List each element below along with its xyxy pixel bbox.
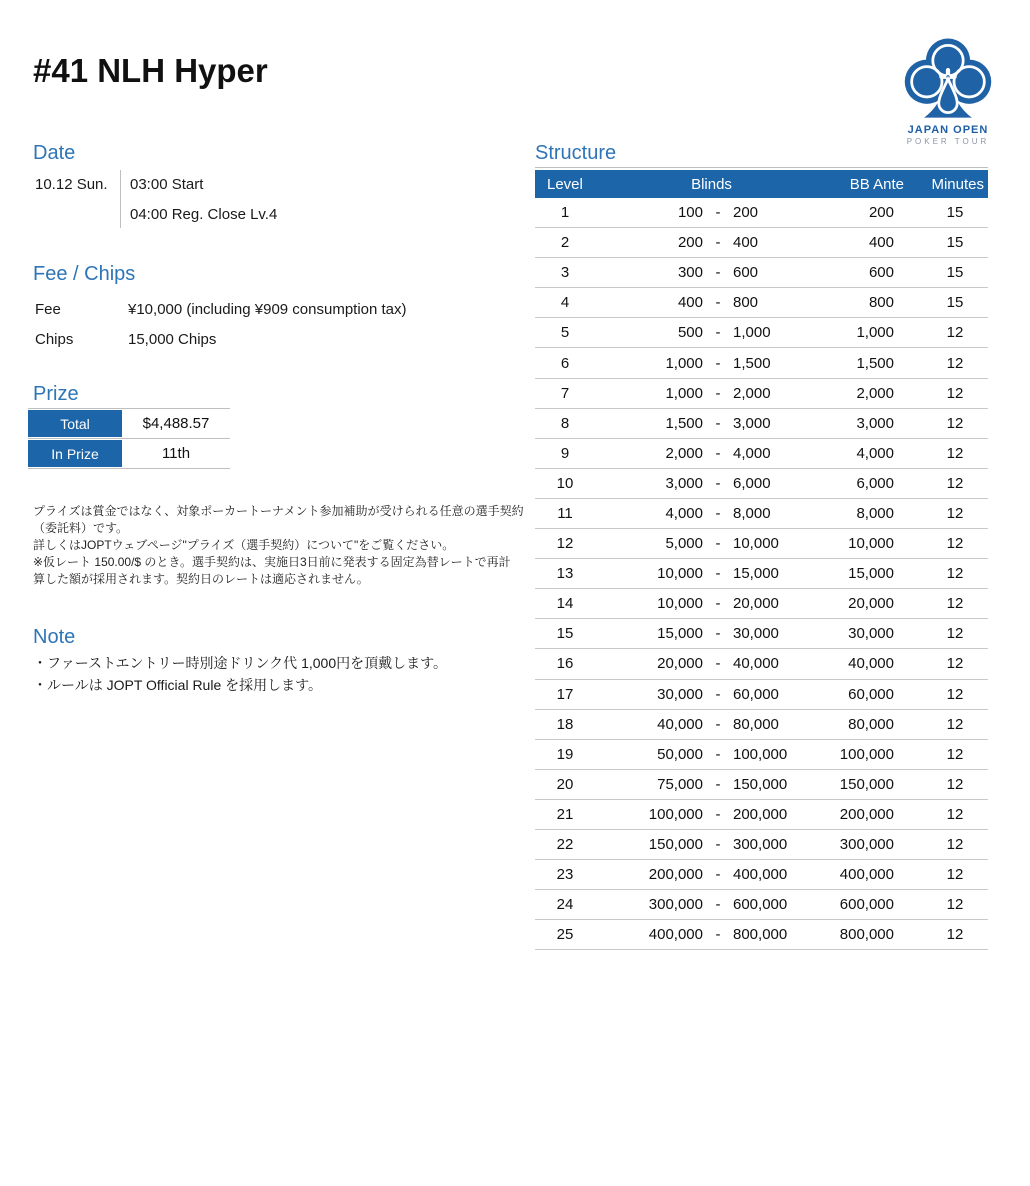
cell-blinds-dash: - (715, 775, 721, 793)
cell-big-blind: 600,000 (733, 896, 788, 914)
cell-level: 14 (556, 595, 574, 613)
cell-minutes: 12 (946, 685, 964, 703)
fee-chips-row-label: Fee (35, 300, 61, 318)
table-row (535, 198, 988, 228)
cell-small-blind: 300,000 (648, 896, 703, 914)
cell-minutes: 12 (946, 384, 964, 402)
date-times (121, 170, 277, 230)
cell-big-blind: 1,000 (733, 324, 771, 342)
cell-minutes: 12 (946, 775, 964, 793)
cell-bb-ante: 30,000 (848, 625, 894, 643)
cell-level: 9 (560, 444, 570, 462)
note-lines (33, 652, 447, 696)
cell-big-blind: 10,000 (733, 535, 779, 553)
prize-row-label: Total (28, 410, 122, 437)
prize-disclaimer-line: 算した額が採用されます。契約日のレートは適応されません。 (33, 572, 369, 586)
cell-level: 20 (556, 775, 574, 793)
table-row (535, 559, 988, 589)
cell-small-blind: 3,000 (665, 474, 703, 492)
cell-bb-ante: 20,000 (848, 595, 894, 613)
cell-level: 10 (556, 474, 574, 492)
structure-table-body (535, 198, 988, 950)
cell-level: 22 (556, 836, 574, 854)
cell-minutes: 12 (946, 324, 964, 342)
cell-blinds-dash: - (715, 805, 721, 823)
cell-blinds-dash: - (715, 294, 721, 312)
cell-small-blind: 75,000 (657, 775, 703, 793)
cell-bb-ante: 15,000 (848, 565, 894, 583)
cell-big-blind: 4,000 (733, 444, 771, 462)
cell-minutes: 15 (946, 264, 964, 282)
cell-bb-ante: 80,000 (848, 715, 894, 733)
cell-level: 24 (556, 896, 574, 914)
cell-level: 1 (560, 204, 570, 222)
cell-big-blind: 15,000 (733, 565, 779, 583)
cell-level: 3 (560, 264, 570, 282)
cell-bb-ante: 8,000 (856, 504, 894, 522)
cell-level: 7 (560, 384, 570, 402)
cell-bb-ante: 150,000 (839, 775, 894, 793)
prize-disclaimer-line: 詳しくはJOPTウェブページ"プライズ（選手契約）について"をご覧ください。 (33, 538, 455, 552)
table-row (535, 710, 988, 740)
cell-small-blind: 1,000 (665, 354, 703, 372)
cell-big-blind: 300,000 (733, 836, 788, 854)
cell-blinds-dash: - (715, 745, 721, 763)
cell-bb-ante: 600,000 (839, 896, 894, 914)
fee-chips-row-value: 15,000 Chips (128, 330, 217, 348)
cell-small-blind: 150,000 (648, 836, 703, 854)
note-line: ・ルールは JOPT Official Rule を採用します。 (33, 677, 323, 693)
cell-big-blind: 20,000 (733, 595, 779, 613)
cell-big-blind: 200,000 (733, 805, 788, 823)
cell-big-blind: 8,000 (733, 504, 771, 522)
cell-blinds-dash: - (715, 655, 721, 673)
prize-disclaimer-line: ※仮レート 150.00/$ のとき。選手契約は、実施日3日前に発表する固定為替レートで再計 (33, 555, 511, 569)
cell-blinds-dash: - (715, 384, 721, 402)
cell-big-blind: 6,000 (733, 474, 771, 492)
cell-bb-ante: 400 (868, 234, 894, 252)
cell-small-blind: 400,000 (648, 926, 703, 944)
cell-big-blind: 100,000 (733, 745, 788, 763)
prize-row-value: 11th (161, 445, 191, 462)
cell-bb-ante: 6,000 (856, 474, 894, 492)
cell-blinds-dash: - (715, 535, 721, 553)
table-row (535, 409, 988, 439)
cell-small-blind: 100,000 (648, 805, 703, 823)
cell-small-blind: 10,000 (657, 565, 703, 583)
cell-small-blind: 400 (677, 294, 703, 312)
cell-small-blind: 200 (677, 234, 703, 252)
note-heading: Note (33, 626, 76, 648)
fee-chips-row (35, 324, 407, 354)
date-row (35, 170, 277, 230)
cell-blinds-dash: - (715, 866, 721, 884)
cell-small-blind: 50,000 (657, 745, 703, 763)
table-row (535, 318, 988, 348)
cell-small-blind: 500 (677, 324, 703, 342)
cell-blinds-dash: - (715, 204, 721, 222)
cell-bb-ante: 800 (868, 294, 894, 312)
cell-big-blind: 3,000 (733, 414, 771, 432)
cell-bb-ante: 10,000 (848, 535, 894, 553)
table-row (535, 348, 988, 378)
cell-minutes: 12 (946, 504, 964, 522)
cell-big-blind: 400,000 (733, 866, 788, 884)
cell-minutes: 12 (946, 866, 964, 884)
cell-bb-ante: 40,000 (848, 655, 894, 673)
table-row (535, 860, 988, 890)
cell-blinds-dash: - (715, 444, 721, 462)
cell-small-blind: 1,000 (665, 384, 703, 402)
cell-bb-ante: 200 (868, 204, 894, 222)
cell-small-blind: 4,000 (665, 504, 703, 522)
cell-level: 19 (556, 745, 574, 763)
cell-small-blind: 30,000 (657, 685, 703, 703)
cell-big-blind: 150,000 (733, 775, 788, 793)
table-row (535, 680, 988, 710)
cell-small-blind: 300 (677, 264, 703, 282)
structure-table-header (535, 170, 988, 198)
table-row (535, 469, 988, 499)
cell-level: 6 (560, 354, 570, 372)
table-row (535, 890, 988, 920)
cell-level: 2 (560, 234, 570, 252)
cell-big-blind: 30,000 (733, 625, 779, 643)
prize-heading-label: Prize (33, 383, 79, 405)
cell-blinds-dash: - (715, 836, 721, 854)
cell-blinds-dash: - (715, 324, 721, 342)
cell-level: 25 (556, 926, 574, 944)
column-header-bb-ante: BB Ante (849, 175, 904, 193)
cell-blinds-dash: - (715, 685, 721, 703)
prize-row (28, 439, 230, 469)
cell-big-blind: 80,000 (733, 715, 779, 733)
cell-level: 15 (556, 625, 574, 643)
prize-disclaimer-line: （委託料）です。 (33, 521, 129, 535)
cell-bb-ante: 400,000 (839, 866, 894, 884)
cell-small-blind: 10,000 (657, 595, 703, 613)
cell-big-blind: 800,000 (733, 926, 788, 944)
table-row (535, 920, 988, 950)
cell-small-blind: 2,000 (665, 444, 703, 462)
table-row (535, 228, 988, 258)
column-header-minutes: Minutes (931, 175, 984, 193)
cell-level: 12 (556, 535, 574, 553)
cell-blinds-dash: - (715, 414, 721, 432)
cell-bb-ante: 3,000 (856, 414, 894, 432)
table-row (535, 649, 988, 679)
cell-minutes: 12 (946, 595, 964, 613)
cell-small-blind: 20,000 (657, 655, 703, 673)
cell-small-blind: 15,000 (657, 625, 703, 643)
prize-row-label: In Prize (28, 440, 122, 467)
cell-big-blind: 2,000 (733, 384, 771, 402)
cell-minutes: 12 (946, 805, 964, 823)
date-time-regclose: 04:00 Reg. Close Lv.4 (130, 206, 278, 223)
cell-big-blind: 600 (733, 264, 759, 282)
cell-level: 21 (556, 805, 574, 823)
cell-minutes: 12 (946, 565, 964, 583)
cell-bb-ante: 4,000 (856, 444, 894, 462)
cell-minutes: 12 (946, 354, 964, 372)
cell-minutes: 12 (946, 655, 964, 673)
cell-level: 8 (560, 414, 570, 432)
table-row (535, 619, 988, 649)
cell-small-blind: 40,000 (657, 715, 703, 733)
date-day: 10.12 Sun. (35, 176, 108, 193)
cell-level: 23 (556, 866, 574, 884)
cell-minutes: 15 (946, 294, 964, 312)
fee-chips-rows (35, 294, 407, 354)
cell-level: 4 (560, 294, 570, 312)
table-row (535, 740, 988, 770)
cell-big-blind: 400 (733, 234, 759, 252)
cell-bb-ante: 600 (868, 264, 894, 282)
cell-minutes: 12 (946, 836, 964, 854)
column-header-level: Level (547, 175, 583, 193)
table-row (535, 830, 988, 860)
cell-bb-ante: 200,000 (839, 805, 894, 823)
cell-blinds-dash: - (715, 565, 721, 583)
cell-level: 13 (556, 565, 574, 583)
fee-chips-row-value: ¥10,000 (including ¥909 consumption tax) (128, 300, 407, 318)
cell-level: 18 (556, 715, 574, 733)
cell-level: 5 (560, 324, 570, 342)
cell-bb-ante: 1,500 (856, 354, 894, 372)
fee-chips-heading: Fee / Chips (33, 263, 136, 285)
cell-minutes: 12 (946, 745, 964, 763)
prize-row (28, 409, 230, 439)
cell-level: 11 (557, 504, 573, 522)
cell-blinds-dash: - (715, 504, 721, 522)
cell-big-blind: 200 (733, 204, 759, 222)
cell-bb-ante: 800,000 (839, 926, 894, 944)
cell-big-blind: 800 (733, 294, 759, 312)
prize-disclaimer-text (33, 503, 524, 588)
date-heading: Date (33, 142, 76, 164)
cell-blinds-dash: - (715, 474, 721, 492)
cell-minutes: 12 (946, 625, 964, 643)
jopt-club-icon (896, 36, 1000, 122)
structure-heading-label: Structure (535, 142, 617, 164)
cell-blinds-dash: - (715, 896, 721, 914)
cell-blinds-dash: - (715, 625, 721, 643)
structure-table (535, 170, 988, 950)
cell-minutes: 12 (946, 896, 964, 914)
note-line: ・ファーストエントリー時別途ドリンク代 1,000円を頂戴します。 (33, 655, 447, 671)
cell-blinds-dash: - (715, 926, 721, 944)
table-row (535, 379, 988, 409)
table-row (535, 439, 988, 469)
cell-small-blind: 1,500 (665, 414, 703, 432)
logo-text-line2: POKER TOUR (906, 137, 990, 146)
cell-small-blind: 5,000 (665, 535, 703, 553)
cell-small-blind: 200,000 (648, 866, 703, 884)
prize-heading (28, 383, 230, 409)
cell-bb-ante: 1,000 (856, 324, 894, 342)
cell-minutes: 12 (946, 414, 964, 432)
cell-minutes: 12 (946, 926, 964, 944)
table-row (535, 770, 988, 800)
table-row (535, 800, 988, 830)
table-row (535, 529, 988, 559)
prize-table (28, 409, 230, 469)
cell-small-blind: 100 (677, 204, 703, 222)
cell-bb-ante: 60,000 (848, 685, 894, 703)
table-row (535, 499, 988, 529)
table-row (535, 288, 988, 318)
structure-heading (535, 142, 988, 168)
table-row (535, 258, 988, 288)
jopt-logo (896, 36, 1000, 146)
cell-blinds-dash: - (715, 595, 721, 613)
page-title: #41 NLH Hyper (33, 52, 268, 89)
cell-blinds-dash: - (715, 354, 721, 372)
fee-chips-row (35, 294, 407, 324)
cell-big-blind: 1,500 (733, 354, 771, 372)
cell-minutes: 12 (946, 444, 964, 462)
date-time-start: 03:00 Start (130, 176, 204, 193)
table-row (535, 589, 988, 619)
cell-minutes: 15 (946, 234, 964, 252)
prize-disclaimer-line: プライズは賞金ではなく、対象ポーカートーナメント参加補助が受けられる任意の選手契約 (33, 504, 524, 518)
column-header-blinds: Blinds (691, 175, 732, 193)
prize-row-value: $4,488.57 (142, 415, 210, 432)
cell-blinds-dash: - (715, 234, 721, 252)
cell-bb-ante: 2,000 (856, 384, 894, 402)
cell-big-blind: 60,000 (733, 685, 779, 703)
cell-minutes: 12 (946, 474, 964, 492)
cell-level: 17 (556, 685, 574, 703)
logo-text-line1: JAPAN OPEN (907, 124, 989, 136)
cell-minutes: 15 (946, 204, 964, 222)
cell-bb-ante: 300,000 (839, 836, 894, 854)
fee-chips-row-label: Chips (35, 330, 74, 348)
cell-bb-ante: 100,000 (839, 745, 894, 763)
cell-minutes: 12 (946, 535, 964, 553)
cell-blinds-dash: - (715, 264, 721, 282)
cell-level: 16 (556, 655, 574, 673)
cell-minutes: 12 (946, 715, 964, 733)
cell-big-blind: 40,000 (733, 655, 779, 673)
cell-blinds-dash: - (715, 715, 721, 733)
